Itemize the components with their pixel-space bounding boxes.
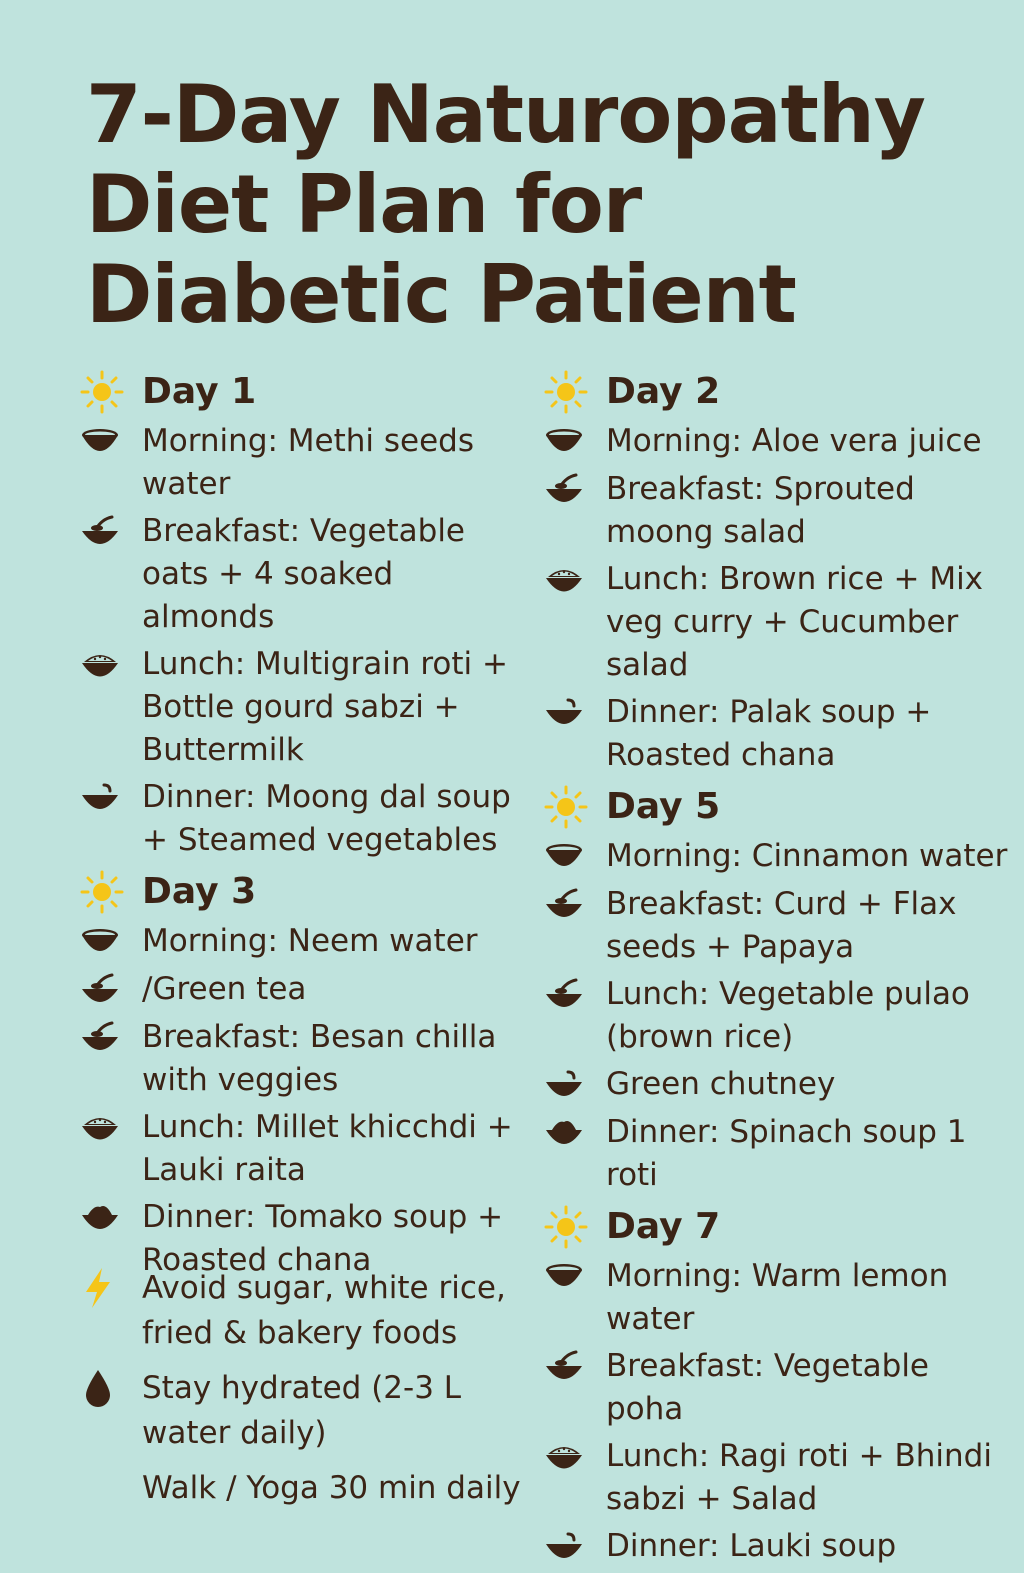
soup-bowl-icon	[544, 1063, 606, 1107]
water-drop-icon	[80, 1366, 142, 1410]
bowl-spoon-icon	[544, 468, 606, 512]
list-item	[80, 968, 520, 1012]
rice-bowl-icon	[544, 558, 606, 602]
item-text: Dinner: Spinach soup 1 roti	[606, 1114, 967, 1193]
item-text: Morning: Cinnamon water	[606, 838, 1008, 874]
bowl-spoon-icon	[544, 973, 606, 1017]
list-item	[544, 691, 1014, 777]
list-item	[80, 776, 520, 862]
list-item	[80, 1016, 520, 1102]
item-text: Morning: Methi seeds water	[142, 423, 475, 502]
day-1-heading	[80, 370, 520, 414]
page-title: 7-Day Naturopathy Diet Plan for Diabetic Patient	[86, 68, 925, 341]
tips-section	[80, 1266, 530, 1521]
bowl-spoon-icon	[544, 883, 606, 927]
item-text: Lunch: Brown rice + Mix veg curry + Cucumber salad	[606, 561, 984, 683]
list-item	[544, 1345, 1014, 1431]
tip-walk	[80, 1466, 530, 1511]
list-item	[544, 558, 1014, 687]
list-item	[544, 973, 1014, 1059]
bowl-spoon-icon	[544, 1345, 606, 1389]
left-column	[80, 362, 520, 1286]
bowl-icon	[80, 920, 142, 964]
item-text: Dinner: Tomako soup + Roasted chana	[142, 1199, 504, 1278]
item-text: Green chutney	[606, 1066, 836, 1102]
item-text: Morning: Warm lemon water	[606, 1258, 949, 1337]
list-item	[544, 1063, 1014, 1107]
sun-icon	[544, 370, 606, 414]
item-text: Morning: Neem water	[142, 923, 478, 959]
soup-bowl-icon	[544, 1525, 606, 1569]
sun-icon	[544, 785, 606, 829]
bowl-spoon-icon	[80, 968, 142, 1012]
list-item	[80, 420, 520, 506]
bowl-icon	[80, 420, 142, 464]
soup-bowl-icon	[544, 691, 606, 735]
sun-icon	[544, 1205, 606, 1249]
sun-icon	[80, 370, 142, 414]
heaped-bowl-icon	[544, 1111, 606, 1155]
list-item	[80, 510, 520, 639]
day-label: Day 3	[142, 871, 257, 912]
item-text: Lunch: Vegetable pulao (brown rice)	[606, 976, 970, 1055]
right-column	[544, 362, 1014, 1573]
list-item	[544, 883, 1014, 969]
bowl-icon	[544, 1255, 606, 1299]
item-text: Breakfast: Besan chilla with veggies	[142, 1019, 497, 1098]
tip-avoid	[80, 1266, 530, 1356]
item-text: Breakfast: Vegetable poha	[606, 1348, 930, 1427]
item-text: Breakfast: Curd + Flax seeds + Papaya	[606, 886, 957, 965]
list-item	[544, 1525, 1014, 1569]
tip-text: Stay hydrated (2-3 L water daily)	[142, 1370, 462, 1451]
list-item	[80, 1106, 520, 1192]
list-item	[544, 1255, 1014, 1341]
tip-text: Walk / Yoga 30 min daily	[142, 1470, 521, 1506]
item-text: Dinner: Moong dal soup + Steamed vegetables	[142, 779, 511, 858]
rice-bowl-icon	[80, 643, 142, 687]
bowl-icon	[544, 835, 606, 879]
sun-icon	[80, 870, 142, 914]
item-text: Lunch: Multigrain roti + Bottle gourd sabzi + Buttermilk	[142, 646, 508, 768]
day-label: Day 7	[606, 1206, 721, 1247]
item-text: Morning: Aloe vera juice	[606, 423, 982, 459]
day-label: Day 5	[606, 786, 721, 827]
bowl-spoon-icon	[80, 510, 142, 554]
day-2-heading	[544, 370, 1014, 414]
item-text: Dinner: Lauki soup	[606, 1528, 897, 1564]
item-text: Dinner: Palak soup + Roasted chana	[606, 694, 932, 773]
item-text: Lunch: Ragi roti + Bhindi sabzi + Salad	[606, 1438, 992, 1517]
day-label: Day 2	[606, 371, 721, 412]
tip-text: Avoid sugar, white rice, fried & bakery foods	[142, 1270, 506, 1351]
rice-bowl-icon	[544, 1435, 606, 1479]
soup-bowl-icon	[80, 776, 142, 820]
item-text: Lunch: Millet khicchdi + Lauki raita	[142, 1109, 513, 1188]
heaped-bowl-icon	[80, 1196, 142, 1240]
bowl-spoon-icon	[80, 1016, 142, 1060]
list-item	[544, 468, 1014, 554]
item-text: Breakfast: Sprouted moong salad	[606, 471, 915, 550]
bowl-icon	[544, 420, 606, 464]
list-item	[544, 1111, 1014, 1197]
rice-bowl-icon	[80, 1106, 142, 1150]
list-item	[80, 643, 520, 772]
list-item	[80, 920, 520, 964]
lightning-icon	[80, 1266, 142, 1310]
day-7-heading	[544, 1205, 1014, 1249]
list-item	[544, 835, 1014, 879]
item-text: /Green tea	[142, 971, 307, 1007]
tip-hydrate	[80, 1366, 530, 1456]
day-3-heading	[80, 870, 520, 914]
day-5-heading	[544, 785, 1014, 829]
day-label: Day 1	[142, 371, 257, 412]
list-item	[544, 420, 1014, 464]
list-item	[544, 1435, 1014, 1521]
item-text: Breakfast: Vegetable oats + 4 soaked almonds	[142, 513, 466, 635]
